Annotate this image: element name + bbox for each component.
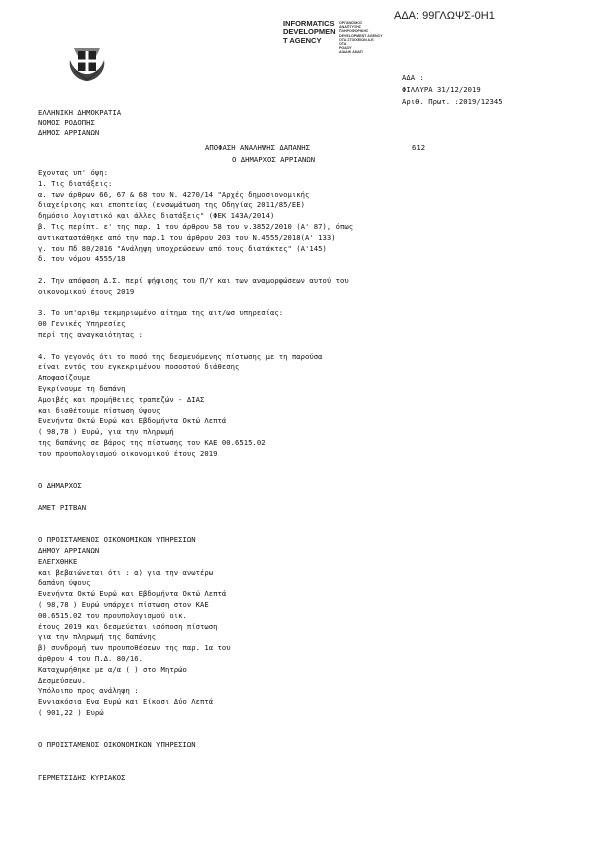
body-line: οικονομικού έτους 2019: [38, 286, 135, 296]
logo-gr-line: ΟΡΓΑΝΙΣΜΟΣ: [339, 21, 363, 25]
body-line: είναι εντός του εγκεκριμένου ποσοστού διάθεσης: [38, 362, 240, 372]
body-line: δ. του νόμου 4555/18: [38, 254, 126, 264]
logo-gr-line: ΔΙΑΔΙΚ ΑΝΑΠ: [339, 50, 363, 55]
greek-republic-emblem-icon: [68, 42, 106, 82]
body-line: άρθρου 4 του Π.Δ. 80/16.: [38, 654, 144, 663]
body-line: 3. Το υπ'αριθμ τεκμηριωμένο αίτημα της αιτ/ωσ υπηρεσίας:: [38, 308, 284, 318]
body-line: 4. Το γεγονός ότι το ποσό της δεσμευόμενης πίστωσης με τη παρούσα: [38, 351, 323, 361]
phyllo-date: ΦΙΛΛΥΡΑ 31/12/2019: [402, 85, 481, 94]
body-line: Καταχωρήθηκε με α/α ( ) στο Μητρώο: [38, 664, 187, 674]
logo-en-line: INFORMATICS: [283, 19, 335, 28]
body-line: γ. του Πδ 80/2016 "Ανάληψη υποχρεώσεων από τους διατάκτες" (Α'145): [38, 243, 327, 253]
body-line: ΕΛΕΓΧΘΗΚΕ: [38, 556, 78, 566]
body-line: περί της αναγκαιότητας :: [38, 330, 144, 339]
issuer-republic: ΕΛΛΗΝΙΚΗ ΔΗΜΟΚΡΑΤΙΑ: [38, 108, 122, 117]
body-line: έτους 2019 και δεσμεύεται ισόποση πίστωση: [38, 621, 218, 631]
body-line: Ο ΠΡΟΙΣΤΑΜΕΝΟΣ ΟΙΚΟΝΟΜΙΚΩΝ ΥΠΗΡΕΣΙΩΝ: [38, 535, 196, 545]
body-line: Εχοντας υπ' όψη:: [38, 168, 109, 177]
body-line: και βεβαιώνεται ότι : α) για την ανωτέρω: [38, 567, 214, 577]
body-line: δημόσιο λογιστικό και άλλες διατάξεις" (ΦΕΚ 143Α/2014): [38, 211, 275, 221]
body-line: ( 98,78 ) Ευρώ, για την πληρωμή: [38, 427, 174, 437]
body-line: Αμοιβές και προμήθειες τραπεζών - ΔΙΑΣ: [38, 394, 205, 404]
ada-header: ΑΔΑ: 99ΓΛΩΨΣ-0Η1: [394, 10, 495, 22]
decision-title: ΑΠΟΦΑΣΗ ΑΝΑΛΗΨΗΣ ΔΑΠΑΝΗΣ: [205, 143, 311, 152]
body-line: διαχείρισης και εποπτείας (ενσωμάτωση της Οδηγίας 2011/85/ΕΕ): [38, 200, 306, 210]
logo-gr-line: DEVELOPMENT AGENCY: [339, 33, 383, 38]
body-line: ΓΕΡΜΕΤΣΙΔΗΣ ΚΥΡΙΑΚΟΣ: [38, 772, 126, 782]
body-line: Ενενήντα Οκτώ Ευρώ και Εβδομήντα Οκτώ Λεπτά: [38, 416, 227, 426]
body-line: ΔΗΜΟΥ ΑΡΡΙΑΝΩΝ: [38, 546, 100, 555]
body-line: για την πληρωμή της δαπάνης: [38, 632, 157, 642]
decision-number: 612: [412, 143, 426, 152]
body-line: της δαπάνης σε βάρος της πίστωσης του ΚΑΕ 00.6515.02: [38, 438, 266, 447]
body-line: του προυπολογισμού οικονομικού έτους 2019: [38, 448, 218, 458]
body-line: Δεσμεύσεων.: [38, 675, 87, 685]
logo-gr-line: ΟΤΑ: [339, 42, 347, 47]
logo-gr-line: ΠΛΗΡΟΦΟΡΙΚΗΣ: [339, 29, 369, 34]
body-line: β. Τις περίπτ. ε' της παρ. 1 του άρθρου 58 του ν.3852/2010 (Α' 87), όπως: [38, 222, 354, 231]
logo-gr-line: ΟΤΑ ΣΤΟΙΧΕΙΩΝ Α.Ε.: [339, 37, 375, 42]
body-line: Ενενήντα Οκτώ Ευρώ και Εβδομήντα Οκτώ Λεπτά: [38, 589, 227, 599]
body-line: Εγκρίνουμε τη δαπάνη: [38, 384, 126, 393]
issuer-municipality: ΔΗΜΟΣ ΑΡΡΙΑΝΩΝ: [38, 128, 100, 137]
body-line: και διαθέτουμε πίστωση ύψους: [38, 405, 161, 415]
body-line: Υπόλοιπο προς ανάληψη :: [38, 686, 139, 696]
body-line: β) συνδρομή των προυποθέσεων της παρ. 1α του: [38, 643, 231, 653]
logo-gr-line: ΑΝΑΠΤΥΞΗΣ: [339, 25, 362, 30]
body-line: ( 901,22 ) Ευρώ: [38, 708, 104, 717]
issuer-prefecture: ΝΟΜΟΣ ΡΟΔΟΠΗΣ: [38, 118, 95, 127]
protocol-number: Αριθ. Πρωτ. :2019/12345: [402, 97, 503, 106]
body-line: Εννιακόσια Ενα Ευρώ και Είκοσι Δύο Λεπτά: [38, 697, 214, 707]
body-line: δαπάνη ύψους: [38, 578, 91, 588]
body-line: 2. Την απόφαση Δ.Σ. περί ψήφισης του Π/Υ και των αναμορφώσεων αυτού του: [38, 276, 349, 285]
body-line: 00.6515.02 του προυπολογισμού οικ.: [38, 610, 187, 620]
logo-gr-line: ΡΟΔΟΥ: [339, 46, 352, 51]
ada-label: ΑΔΑ :: [402, 73, 424, 82]
body-line: ΑΜΕΤ ΡΙΤΒΑΝ: [38, 502, 87, 512]
body-line: α. των άρθρων 66, 67 & 68 του Ν. 4270/14 "Αρχές δημοσιονομικής: [38, 189, 310, 199]
body-line: Αποφασίζουμε: [38, 373, 91, 383]
mayor-heading: Ο ΔΗΜΑΡΧΟΣ ΑΡΡΙΑΝΩΝ: [232, 155, 316, 164]
body-line: 00 Γενικές Υπηρεσίες: [38, 319, 126, 329]
logo-en-line: T AGENCY: [283, 35, 322, 45]
body-line: ( 98,78 ) Ευρώ υπάρχει πίστωση στον ΚΑΕ: [38, 600, 209, 609]
body-line: Ο ΔΗΜΑΡΧΟΣ: [38, 481, 82, 491]
body-line: 1. Τις διατάξεις:: [38, 178, 113, 188]
body-line: αντικαταστάθηκε από την παρ.1 του άρθρου 203 του Ν.4555/2018(Α' 133): [38, 232, 336, 242]
body-line: Ο ΠΡΟΙΣΤΑΜΕΝΟΣ ΟΙΚΟΝΟΜΙΚΩΝ ΥΠΗΡΕΣΙΩΝ: [38, 740, 196, 750]
logo-en-line: DEVELOPMEN: [283, 27, 336, 37]
